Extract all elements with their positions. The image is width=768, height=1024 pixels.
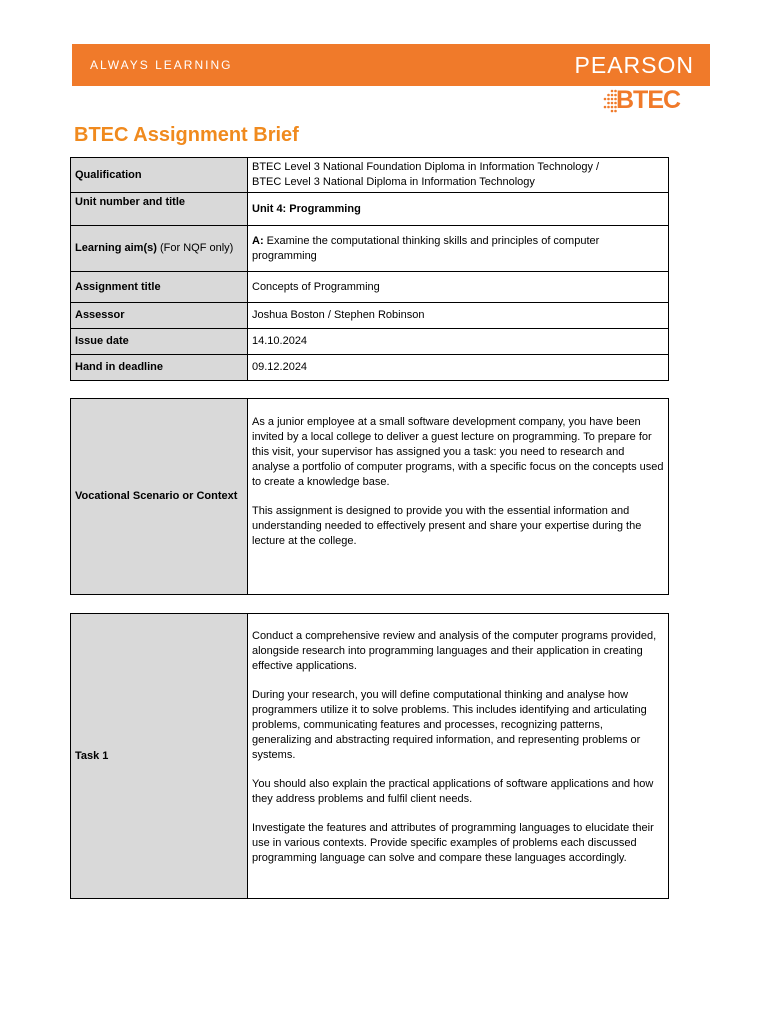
learning-aim-prefix: A: bbox=[252, 234, 264, 247]
qualification-value bbox=[248, 158, 669, 193]
issue-date-value: 14.10.2024 bbox=[248, 329, 669, 355]
assessor-row bbox=[71, 303, 669, 329]
qualification-line-1: BTEC Level 3 National Foundation Diploma in Information Technology / bbox=[252, 161, 600, 173]
qualification-row bbox=[71, 158, 669, 193]
task1-label: Task 1 bbox=[71, 614, 248, 899]
scenario-table bbox=[70, 398, 669, 595]
task1-paragraph: Investigate the features and attributes of programming languages to elucidate their use in various contexts. Provide specific examples of problems each discussed programming language can solve and compare these languages accordingly. bbox=[252, 822, 654, 864]
deadline-row bbox=[71, 355, 669, 381]
scenario-paragraph: This assignment is designed to provide you with the essential information and understanding needed to effectively present and share your expertise during the lecture at the college. bbox=[252, 505, 642, 547]
scenario-text bbox=[248, 399, 669, 595]
deadline-label: Hand in deadline bbox=[71, 355, 248, 381]
details-table bbox=[70, 157, 669, 381]
deadline-value: 09.12.2024 bbox=[248, 355, 669, 381]
issue-date-label: Issue date bbox=[71, 329, 248, 355]
tagline: ALWAYS LEARNING bbox=[90, 58, 233, 72]
task1-paragraph: During your research, you will define computational thinking and analyse how programmers utilize it to solve problems. This includes identifying and articulating problems, communicating features and processes, recognizing patterns, generalizing and abstracting required information, and representing problems or systems. bbox=[252, 689, 647, 761]
learning-aim-value bbox=[248, 226, 669, 272]
learning-aim-label-text: Learning aim(s) bbox=[75, 242, 157, 254]
learning-aim-text: Examine the computational thinking skills and principles of computer programming bbox=[252, 234, 600, 262]
task1-paragraph: You should also explain the practical applications of software applications and how they address problems and fulfil client needs. bbox=[252, 778, 654, 805]
learning-aim-row bbox=[71, 226, 669, 272]
scenario-paragraph: As a junior employee at a small software development company, you have been invited by a local college to deliver a guest lecture on programming. To prepare for this visit, your supervisor has assigned you a task: you need to research and analyse a portfolio of computer programs, with a specific focus on the concepts used to create a knowledge base. bbox=[252, 416, 664, 488]
qualification-label: Qualification bbox=[71, 158, 248, 193]
assignment-title-row bbox=[71, 272, 669, 303]
task1-paragraph: Conduct a comprehensive review and analysis of the computer programs provided, alongside research into programming languages and their application in creating effective applications. bbox=[252, 630, 657, 672]
btec-wordmark: BTEC bbox=[616, 86, 681, 114]
learning-aim-note: (For NQF only) bbox=[159, 242, 234, 254]
qualification-line-2: BTEC Level 3 National Diploma in Information Technology bbox=[252, 176, 535, 188]
assessor-label: Assessor bbox=[71, 303, 248, 329]
scenario-label: Vocational Scenario or Context bbox=[71, 399, 248, 595]
unit-value: Unit 4: Programming bbox=[248, 193, 669, 226]
issue-date-row bbox=[71, 329, 669, 355]
scenario-row bbox=[71, 399, 669, 595]
assignment-title-label: Assignment title bbox=[71, 272, 248, 303]
learning-aim-label bbox=[71, 226, 248, 272]
publisher-logo: PEARSON bbox=[574, 52, 694, 78]
assessor-value: Joshua Boston / Stephen Robinson bbox=[248, 303, 669, 329]
task1-table bbox=[70, 613, 669, 899]
task1-text bbox=[248, 614, 669, 899]
unit-row bbox=[71, 193, 669, 226]
btec-logo bbox=[600, 86, 700, 116]
task1-row bbox=[71, 614, 669, 899]
document-title: BTEC Assignment Brief bbox=[74, 124, 299, 146]
assignment-title-value: Concepts of Programming bbox=[248, 272, 669, 303]
unit-label: Unit number and title bbox=[71, 193, 248, 226]
